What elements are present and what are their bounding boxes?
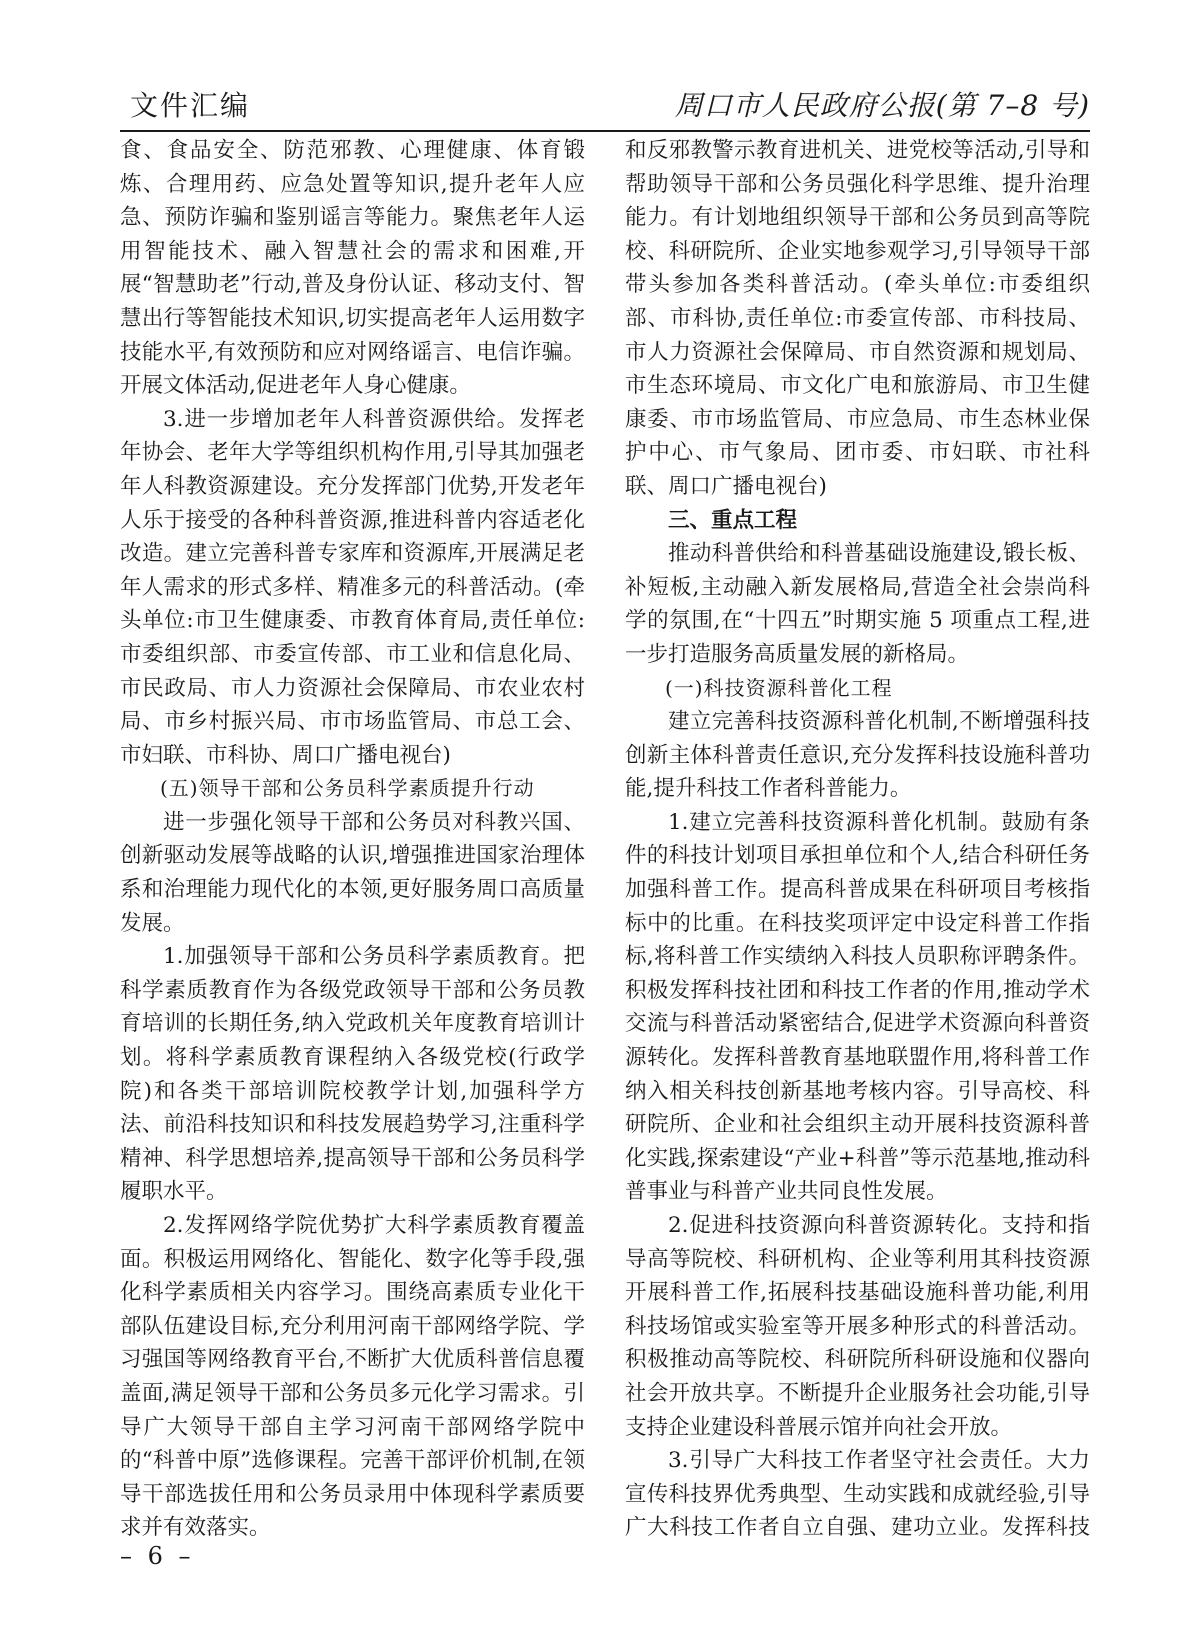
paragraph: 3.进一步增加老年人科普资源供给。发挥老年协会、老年大学等组织机构作用,引导其加强老年人科教资源建设。充分发挥部门优势,开发老年人乐于接受的各种科普资源,推进科普内容适老化改造。建立完善科普专家库和资源库,开展满足老年人需求的形式多样、精准多元的科普活动。(牵头单位:市卫生健康委、市教育体育局,责任单位:市委组织部、市委宣传部、市工业和信息化局、市民政局、市人力资源社会保障局、市农业农村局、市乡村振兴局、市市场监管局、市总工会、市妇联、市科协、周口广播电视台) <box>120 406 585 768</box>
section-subheading: (一)科技资源科普化工程 <box>665 675 893 700</box>
paragraph: 1.建立完善科技资源科普化机制。鼓励有条件的科技计划项目承担单位和个人,结合科研任务加强科普工作。提高科普成果在科研项目考核指标中的比重。在科技奖项评定中设定科普工作指标,将科普工作实绩纳入科技人员职称评聘条件。积极发挥科技社团和科技工作者的作用,推动学术交流与科普活动紧密结合,促进学术资源向科普资源转化。发挥科普教育基地联盟作用,将科普工作纳入相关科技创新基地考核内容。引导高校、科研院所、企业和社会组织主动开展科技资源科普化实践,探索建设“产业+科普”等示范基地,推动科普事业与科普产业共同良性发展。 <box>625 809 1090 1205</box>
body-columns <box>120 134 1090 1539</box>
paragraph: 建立完善科技资源科普化机制,不断增强科技创新主体科普责任意识,充分发挥科技设施科普功能,提升科技工作者科普能力。 <box>625 709 1090 802</box>
paragraph: 1.加强领导干部和公务员科学素质教育。把科学素质教育作为各级党政领导干部和公务员教育培训的长期任务,纳入党政机关年度教育培训计划。将科学素质教育课程纳入各级党校(行政学院)和各类干部培训院校教学计划,加强科学方法、前沿科技知识和科技发展趋势学习,注重科学精神、科学思想培养,提高领导干部和公务员科学履职水平。 <box>120 944 585 1205</box>
paragraph: 和反邪教警示教育进机关、进党校等活动,引导和帮助领导干部和公务员强化科学思维、提升治理能力。有计划地组织领导干部和公务员到高等院校、科研院所、企业实地参观学习,引导领导干部带头参加各类科普活动。(牵头单位:市委组织部、市科协,责任单位:市委宣传部、市科技局、市人力资源社会保障局、市自然资源和规划局、市生态环境局、市文化广电和旅游局、市卫生健康委、市市场监管局、市应急局、市生态林业保护中心、市气象局、团市委、市妇联、市社科联、周口广播电视台) <box>625 138 1090 499</box>
paragraph: 推动科普供给和科普基础设施建设,锻长板、补短板,主动融入新发展格局,营造全社会崇尚科学的氛围,在“十四五”时期实施 5 项重点工程,进一步打造服务高质量发展的新格局。 <box>625 541 1090 667</box>
page-number: – 6 – <box>120 1542 195 1570</box>
section-heading: 三、重点工程 <box>668 507 798 533</box>
paragraph: 3.引导广大科技工作者坚守社会责任。大力宣传科技界优秀典型、生动实践和成就经验,引导广大科技工作者自立自强、建功立业。发挥科技 <box>625 1448 1090 1539</box>
paragraph: 2.促进科技资源向科普资源转化。支持和指导高等院校、科研机构、企业等利用其科技资源开展科普工作,拓展科技基础设施科普功能,利用科技场馆或实验室等开展多种形式的科普活动。积极推动高等院校、科研院所科研设施和仪器向社会开放共享。不断提升企业服务社会功能,引导支持企业建设科普展示馆并向社会开放。 <box>625 1213 1090 1440</box>
paragraph: 进一步强化领导干部和公务员对科教兴国、创新驱动发展等战略的认识,增强推进国家治理体系和治理能力现代化的本领,更好服务周口高质量发展。 <box>120 809 585 936</box>
paragraph: 2.发挥网络学院优势扩大科学素质教育覆盖面。积极运用网络化、智能化、数字化等手段,强化科学素质相关内容学习。围绕高素质专业化干部队伍建设目标,充分利用河南干部网络学院、学习强国等网络教育平台,不断扩大优质科普信息覆盖面,满足领导干部和公务员多元化学习需求。引导广大领导干部自主学习河南干部网络学院中的“科普中原”选修课程。完善干部评价机制,在领导干部选拔任用和公务员录用中体现科学素质要求并有效落实。 <box>120 1213 585 1539</box>
page-header <box>120 78 1090 132</box>
publication-title: 周口市人民政府公报(第 7–8 号) <box>674 89 1090 122</box>
paragraph: 食、食品安全、防范邪教、心理健康、体育锻炼、合理用药、应急处置等知识,提升老年人应急、预防诈骗和鉴别谣言等能力。聚焦老年人运用智能技术、融入智慧社会的需求和困难,开展“智慧助老”行动,普及身份认证、移动支付、智慧出行等智能技术知识,切实提高老年人运用数字技能水平,有效预防和应对网络谣言、电信诈骗。开展文体活动,促进老年人身心健康。 <box>120 138 585 399</box>
right-column <box>625 134 1090 1539</box>
section-subheading: (五)领导干部和公务员科学素质提升行动 <box>160 776 535 801</box>
left-column <box>120 134 585 1539</box>
section-title: 文件汇编 <box>130 89 251 122</box>
